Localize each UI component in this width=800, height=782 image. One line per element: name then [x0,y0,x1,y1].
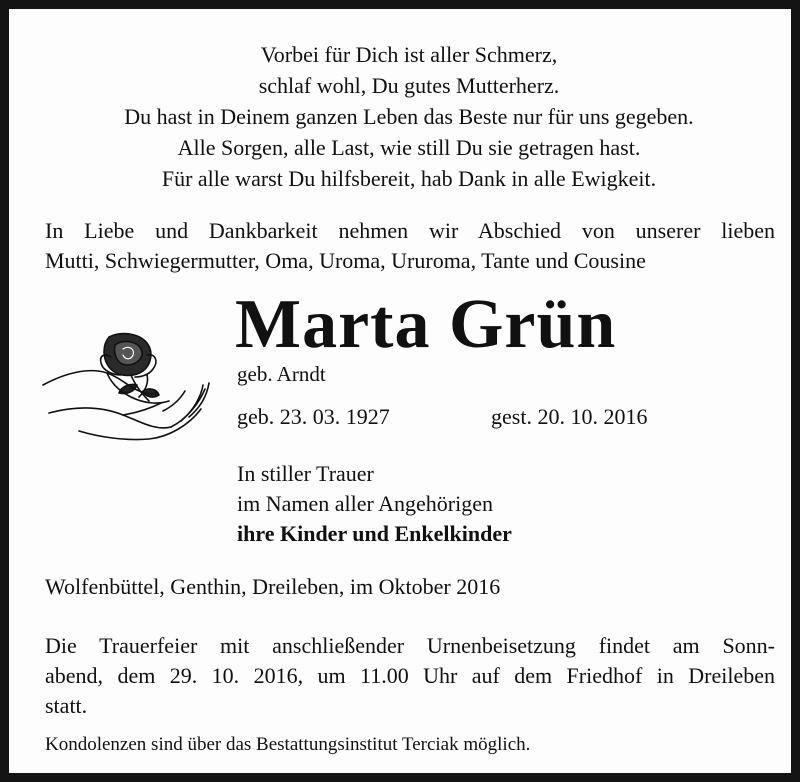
poem-line: Alle Sorgen, alle Last, wie still Du sie getragen hast. [177,135,641,160]
intro-line: Mutti, Schwiegermutter, Oma, Uroma, Ururoma, Tante und Cousine [45,248,646,273]
poem-line: Du hast in Deinem ganzen Leben das Beste nur für uns gegeben. [124,104,694,129]
intro-line: In Liebe und Dankbarkeit nehmen wir Abschied von unserer lieben [45,218,775,243]
birth-date: geb. 23. 03. 1927 [237,404,390,429]
poem-line: Für alle warst Du hilfsbereit, hab Dank in alle Ewigkeit. [161,166,657,191]
mourners-line: In stiller Trauer [237,461,374,486]
farewell-intro [45,216,775,276]
deceased-name: Marta Grün [235,286,617,363]
funeral-line: abend, dem 29. 10. 2016, um 11.00 Uhr auf dem Friedhof in Dreileben [45,663,775,688]
funeral-line: Die Trauerfeier mit anschließender Urnenbeisetzung findet am Sonn- [45,633,775,658]
mourners-signature: ihre Kinder und Enkelkinder [237,521,512,546]
place-and-date: Wolfenbüttel, Genthin, Dreileben, im Oktober 2016 [45,574,501,599]
poem-line: Vorbei für Dich ist aller Schmerz, [260,42,558,67]
rose-in-hands-icon [39,327,214,452]
death-date: gest. 20. 10. 2016 [491,404,648,429]
poem [9,39,800,194]
maiden-name: geb. Arndt [237,362,326,386]
condolence-note: Kondolenzen sind über das Bestattungsinstitut Terciak möglich. [45,734,531,755]
mourners-line: im Namen aller Angehörigen [237,491,493,516]
poem-line: schlaf wohl, Du gutes Mutterherz. [258,73,560,98]
funeral-line: statt. [45,693,88,718]
mourners-block [237,459,512,549]
funeral-info [45,631,775,721]
